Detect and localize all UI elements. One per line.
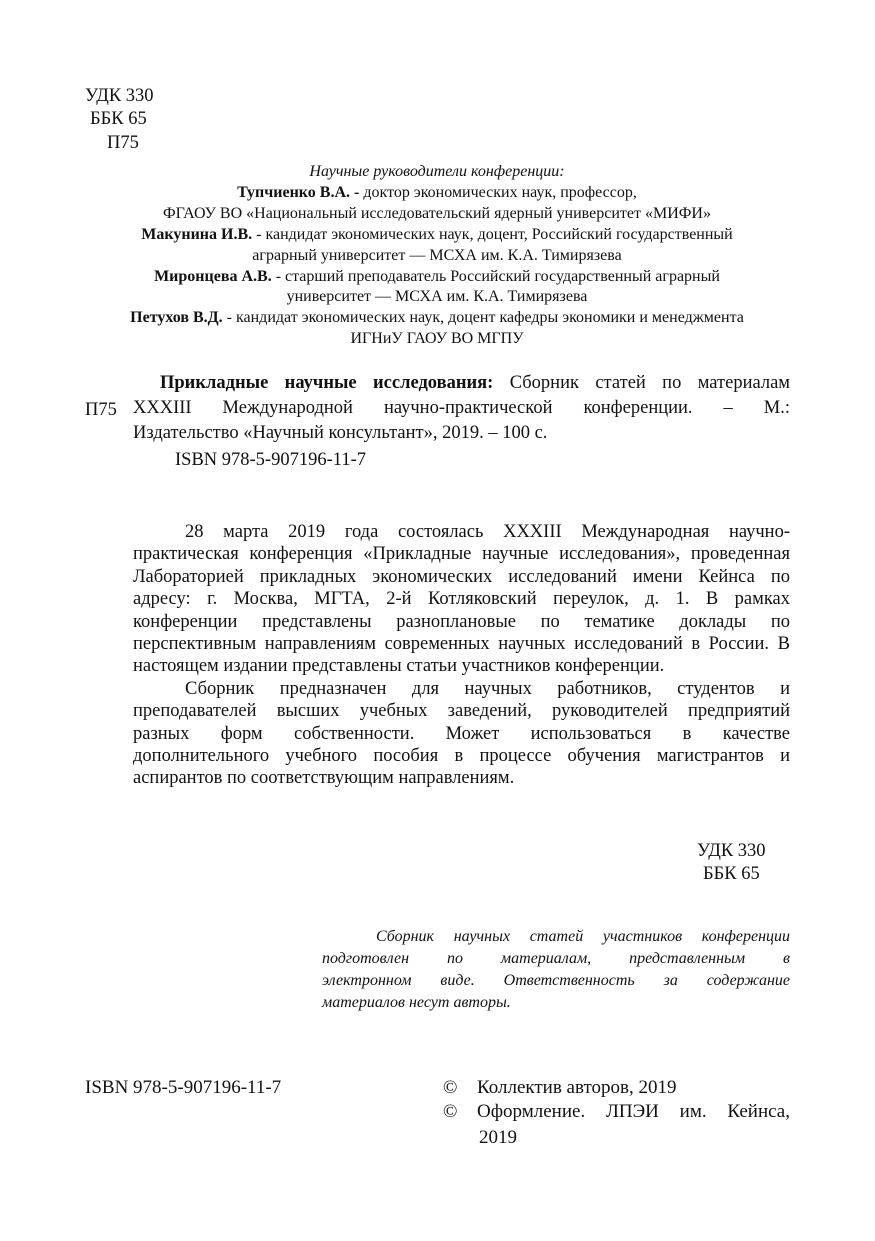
- right-bbk-code: ББК 65: [703, 864, 760, 884]
- credit-line: аграрный университет — МСХА им. К.А. Тимирязева: [252, 246, 622, 264]
- abstract-line: аспирантов по соответствующим направлениям.: [133, 768, 515, 789]
- abstract-line: адресу: г. Москва, МГТА, 2-й Котляковский переулок, д. 1. В рамках: [133, 589, 790, 610]
- credit-line: Миронцева А.В. - старший преподаватель Российский государственный аграрный: [154, 267, 720, 285]
- bib-line-1: Прикладные научные исследования: Сборник статей по материалам: [160, 373, 790, 393]
- credit-line: Макунина И.В. - кандидат экономических наук, доцент, Российский государственный: [141, 225, 733, 243]
- abstract-line: дополнительного учебного пособия в процессе обучения магистрантов и: [133, 746, 790, 767]
- author-mark: П75: [107, 133, 139, 153]
- copyright-symbol: ©: [443, 1101, 458, 1122]
- copyright-authors: Коллектив авторов, 2019: [477, 1077, 677, 1098]
- copyright-design-year: 2019: [479, 1127, 517, 1148]
- credit-line: ИГНиУ ГАОУ ВО МГПУ: [350, 330, 524, 348]
- bib-line-3: Издательство «Научный консультант», 2019. – 100 с.: [133, 423, 548, 443]
- abstract-line: преподавателей высших учебных заведений, руководителей предприятий: [133, 701, 790, 722]
- bib-isbn: ISBN 978-5-907196-11-7: [175, 450, 366, 470]
- note-line: Сборник научных статей участников конференции: [376, 928, 790, 945]
- abstract-line: 28 марта 2019 года состоялась XXXIII Международная научно-: [185, 522, 790, 542]
- credit-line: ФГАОУ ВО «Национальный исследовательский ядерный университет «МИФИ»: [163, 204, 711, 222]
- copyright-symbol: ©: [443, 1077, 458, 1098]
- udk-code: УДК 330: [85, 86, 154, 106]
- conference-supervisors: [80, 162, 794, 350]
- abstract-line: Лабораторией прикладных экономических исследований имени Кейнса по: [133, 566, 790, 587]
- note-line: электронном виде. Ответственность за содержание: [322, 972, 790, 989]
- note-line: подготовлен по материалам, представленным в: [322, 950, 790, 967]
- credit-line: Тупчиенко В.А. - доктор экономических наук, профессор,: [237, 183, 637, 201]
- abstract-line: Сборник предназначен для научных работников, студентов и: [185, 678, 790, 699]
- abstract-line: практическая конференция «Прикладные научные исследования», проведенная: [133, 544, 790, 565]
- copyright-design: Оформление. ЛПЭИ им. Кейнса,: [477, 1101, 790, 1122]
- bibliographic-record: [133, 371, 790, 473]
- credit-line: Петухов В.Д. - кандидат экономических наук, доцент кафедры экономики и менеджмента: [130, 309, 744, 327]
- bib-author-mark: П75: [85, 400, 117, 420]
- abstract: [133, 521, 790, 790]
- right-udk-code: УДК 330: [697, 841, 766, 861]
- credit-line: университет — МСХА им. К.А. Тимирязева: [286, 288, 588, 306]
- bib-line-2: XXXIII Международной научно-практической конференции. – М.:: [133, 398, 790, 418]
- bbk-code: ББК 65: [90, 109, 147, 129]
- note-line: материалов несут авторы.: [322, 994, 511, 1011]
- abstract-line: конференции представлены разноплановые по тематике доклады по: [133, 611, 790, 632]
- abstract-line: разных форм собственности. Может использоваться в качестве: [133, 723, 790, 744]
- credits-heading: Научные руководители конференции:: [309, 163, 565, 180]
- abstract-line: настоящем издании представлены статьи участников конференции.: [133, 656, 665, 677]
- abstract-line: перспективным направлениям современных научных исследований в России. В: [133, 634, 790, 655]
- footer-isbn: ISBN 978-5-907196-11-7: [85, 1077, 282, 1098]
- responsibility-note: [322, 926, 790, 1014]
